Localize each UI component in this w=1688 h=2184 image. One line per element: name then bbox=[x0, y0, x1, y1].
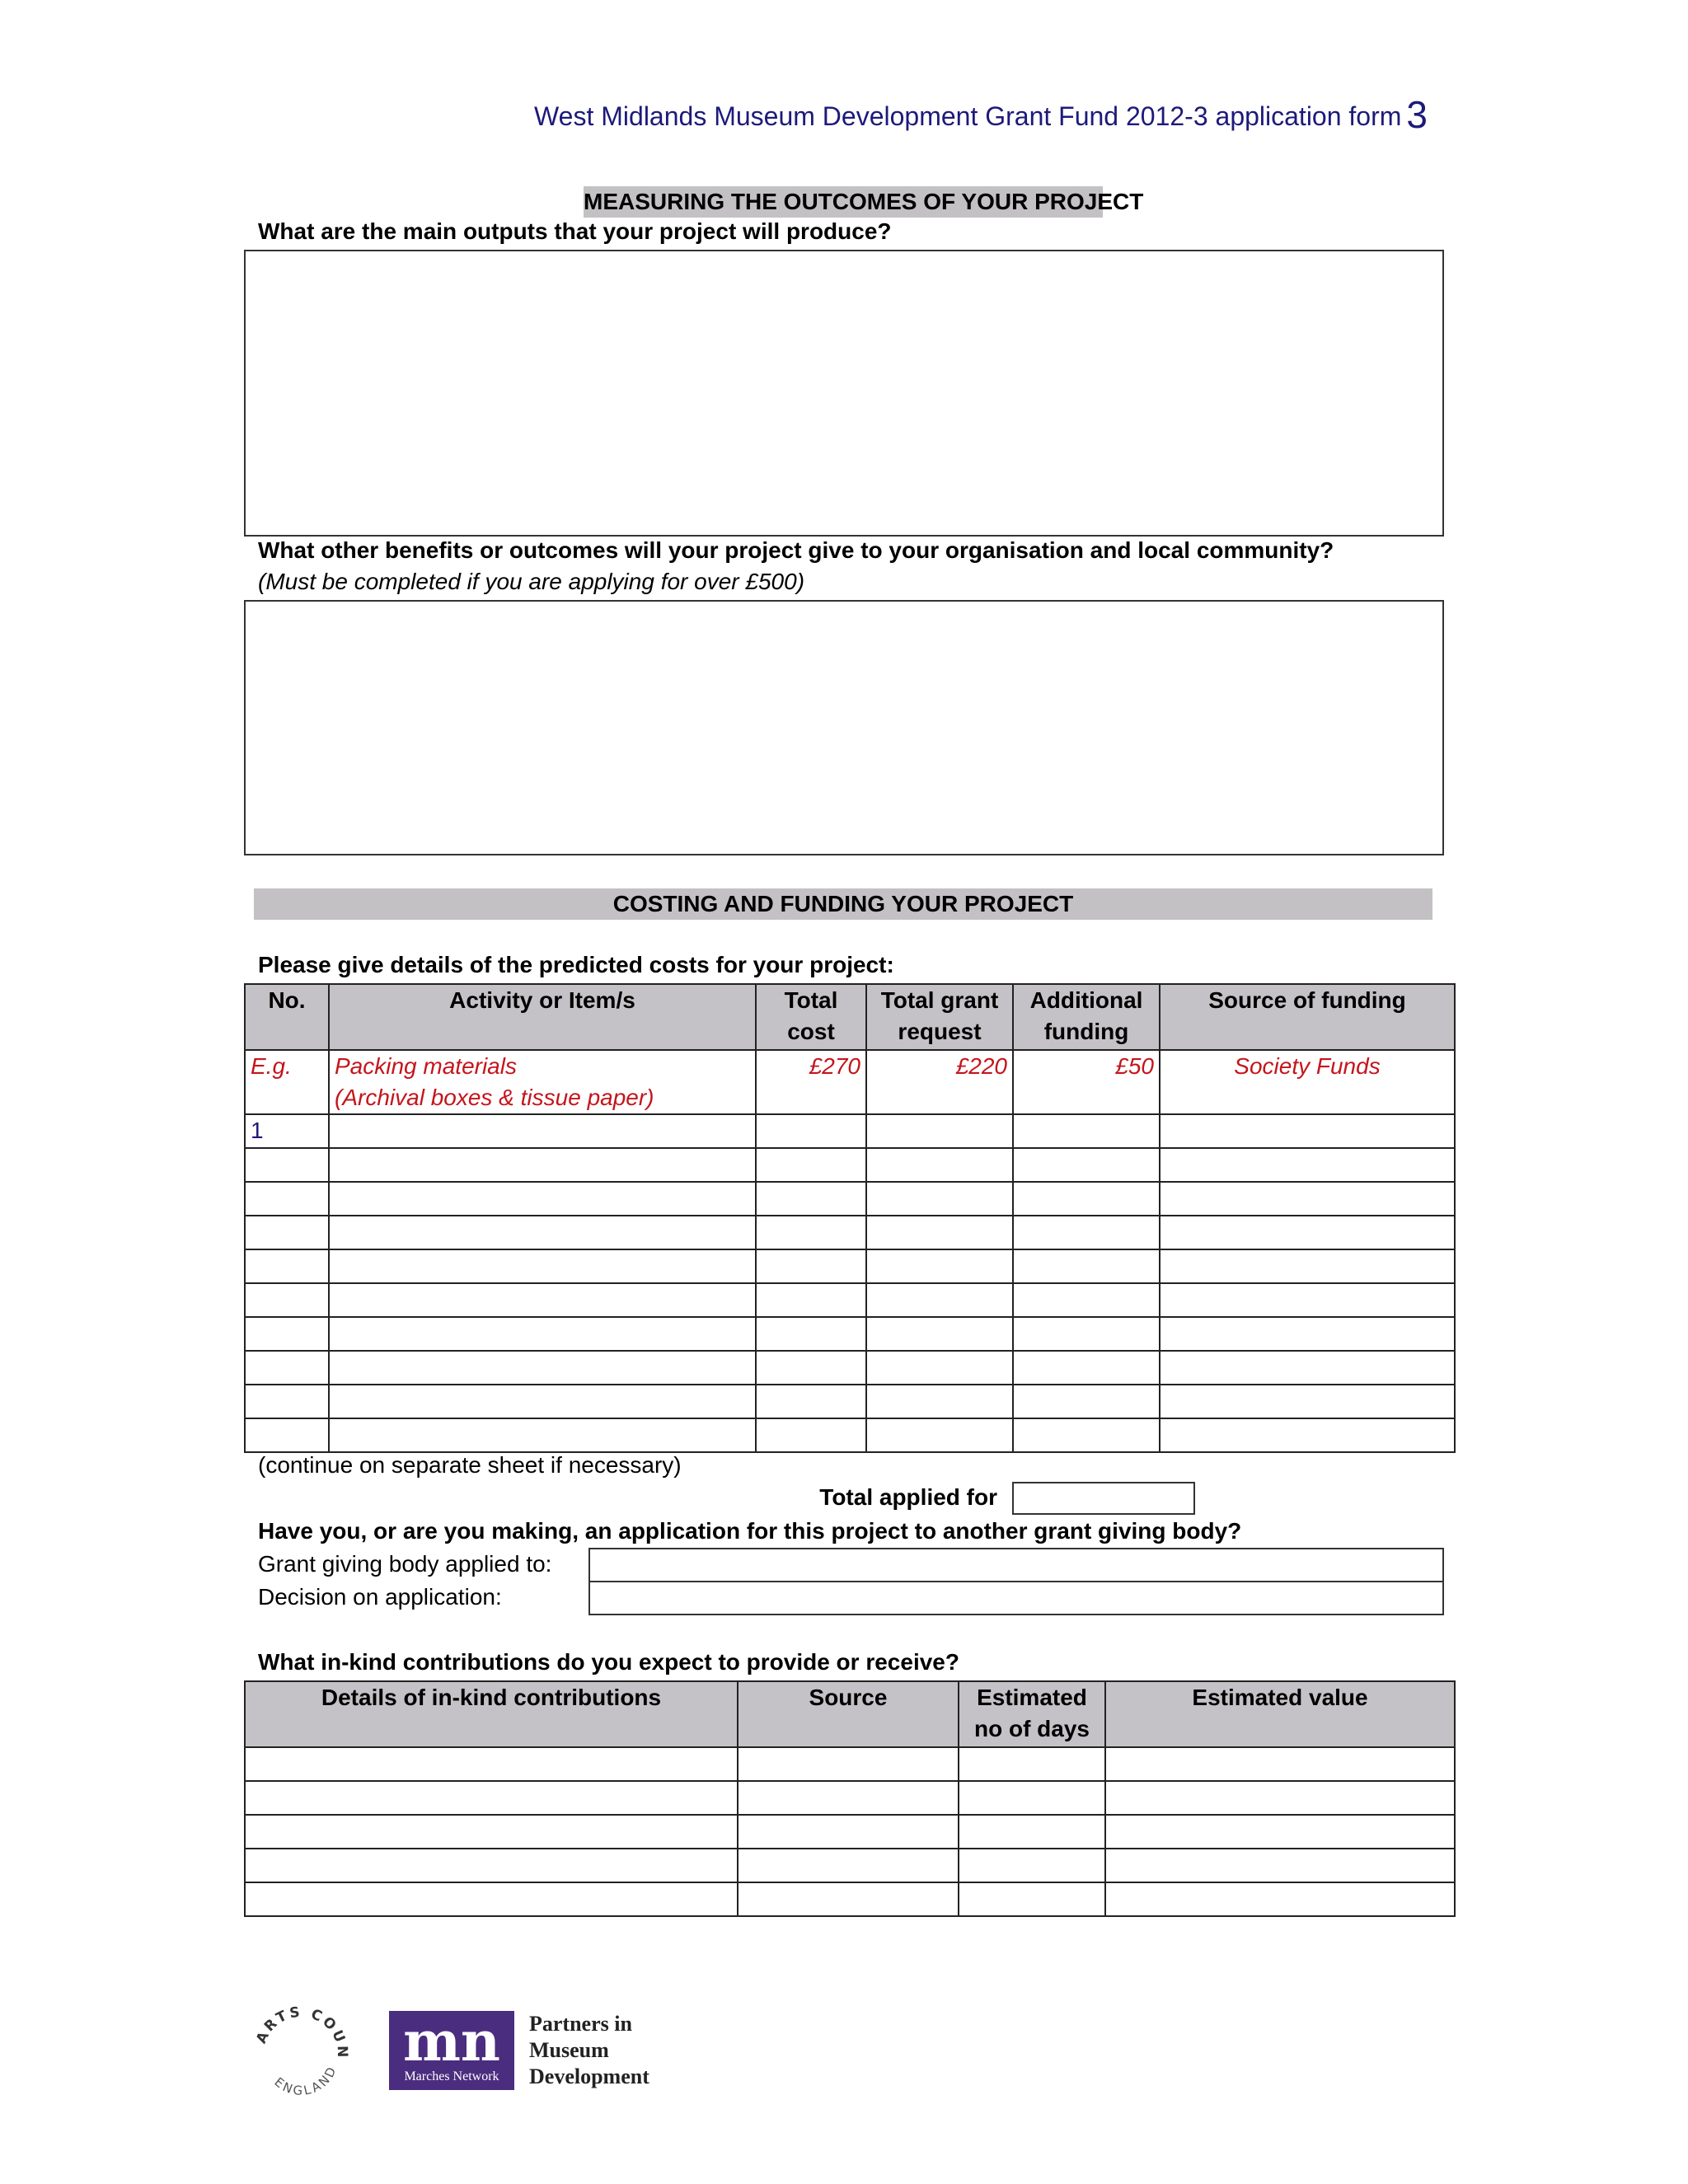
table-row bbox=[245, 1815, 1455, 1849]
example-activity-line2: (Archival boxes & tissue paper) bbox=[335, 1085, 654, 1110]
table-cell[interactable] bbox=[866, 1249, 1013, 1283]
continue-note: (continue on separate sheet if necessary) bbox=[258, 1452, 682, 1478]
table-cell[interactable] bbox=[329, 1249, 756, 1283]
col-header-source-of-funding: Source of funding bbox=[1160, 984, 1455, 1050]
question-benefits: What other benefits or outcomes will your project give to your organisation and local community? bbox=[258, 537, 1334, 563]
inkind-header-row bbox=[245, 1681, 1455, 1747]
table-cell[interactable] bbox=[738, 1849, 959, 1882]
costs-header-row bbox=[245, 984, 1455, 1050]
table-row bbox=[245, 1216, 1455, 1249]
table-cell[interactable] bbox=[1013, 1114, 1160, 1148]
table-cell[interactable] bbox=[1013, 1182, 1160, 1216]
table-cell[interactable] bbox=[866, 1114, 1013, 1148]
table-cell[interactable] bbox=[1160, 1249, 1455, 1283]
table-cell[interactable] bbox=[756, 1216, 866, 1249]
table-cell[interactable] bbox=[959, 1781, 1105, 1815]
table-cell[interactable] bbox=[245, 1317, 329, 1351]
table-row bbox=[245, 1283, 1455, 1317]
table-cell[interactable] bbox=[1013, 1249, 1160, 1283]
table-cell[interactable] bbox=[1013, 1148, 1160, 1182]
total-applied-label: Total applied for bbox=[819, 1484, 997, 1510]
table-cell[interactable] bbox=[245, 1216, 329, 1249]
table-cell[interactable] bbox=[1160, 1114, 1455, 1148]
table-cell[interactable] bbox=[1160, 1283, 1455, 1317]
table-cell[interactable] bbox=[245, 1882, 738, 1916]
col-header-additional-funding: Additional funding bbox=[1013, 984, 1160, 1050]
page-header bbox=[0, 92, 1428, 137]
table-cell[interactable] bbox=[329, 1385, 756, 1418]
table-cell[interactable] bbox=[738, 1747, 959, 1781]
table-cell[interactable] bbox=[1105, 1747, 1455, 1781]
table-cell[interactable] bbox=[756, 1114, 866, 1148]
table-cell[interactable] bbox=[1013, 1283, 1160, 1317]
question-other-grant: Have you, or are you making, an application for this project to another grant giving body? bbox=[258, 1518, 1242, 1544]
table-row bbox=[245, 1148, 1455, 1182]
table-cell[interactable] bbox=[1105, 1849, 1455, 1882]
inkind-table bbox=[244, 1680, 1456, 1917]
table-cell[interactable] bbox=[1160, 1351, 1455, 1385]
table-row bbox=[245, 1882, 1455, 1916]
col-header-activity: Activity or Item/s bbox=[329, 984, 756, 1050]
table-cell[interactable] bbox=[866, 1351, 1013, 1385]
table-cell[interactable] bbox=[245, 1385, 329, 1418]
table-cell[interactable] bbox=[245, 1351, 329, 1385]
table-cell[interactable] bbox=[329, 1148, 756, 1182]
table-cell[interactable] bbox=[756, 1351, 866, 1385]
svg-text:ENGLAND: ENGLAND bbox=[271, 2062, 340, 2099]
table-cell[interactable] bbox=[1160, 1182, 1455, 1216]
col-header-total-cost: Total cost bbox=[756, 984, 866, 1050]
table-cell[interactable] bbox=[866, 1182, 1013, 1216]
table-cell[interactable] bbox=[245, 1418, 329, 1452]
example-activity-line1: Packing materials bbox=[335, 1053, 517, 1079]
col-header-no: No. bbox=[245, 984, 329, 1050]
table-cell[interactable] bbox=[866, 1148, 1013, 1182]
table-cell[interactable] bbox=[1013, 1216, 1160, 1249]
table-cell[interactable] bbox=[866, 1216, 1013, 1249]
table-row bbox=[245, 1317, 1455, 1351]
costs-table bbox=[244, 983, 1456, 1453]
mn-subtitle: Marches Network bbox=[404, 2069, 499, 2083]
table-cell[interactable] bbox=[1105, 1815, 1455, 1849]
example-additional: £50 bbox=[1013, 1050, 1160, 1114]
example-total-cost: £270 bbox=[756, 1050, 866, 1114]
table-cell[interactable] bbox=[329, 1283, 756, 1317]
partners-line1: Partners in bbox=[529, 2012, 632, 2036]
row-number: 1 bbox=[245, 1114, 329, 1148]
table-cell[interactable] bbox=[1105, 1882, 1455, 1916]
table-cell[interactable] bbox=[866, 1385, 1013, 1418]
grant-body-label: Grant giving body applied to: bbox=[258, 1551, 552, 1577]
arts-council-logo bbox=[247, 1994, 354, 2102]
table-cell[interactable] bbox=[756, 1317, 866, 1351]
table-cell[interactable] bbox=[756, 1418, 866, 1452]
table-cell[interactable] bbox=[245, 1249, 329, 1283]
table-cell[interactable] bbox=[959, 1815, 1105, 1849]
table-cell[interactable] bbox=[245, 1747, 738, 1781]
table-cell[interactable] bbox=[245, 1148, 329, 1182]
table-cell[interactable] bbox=[756, 1148, 866, 1182]
table-cell[interactable] bbox=[245, 1849, 738, 1882]
table-cell[interactable] bbox=[1013, 1317, 1160, 1351]
marches-network-logo bbox=[389, 2011, 514, 2090]
total-applied-field[interactable] bbox=[1012, 1482, 1195, 1515]
table-cell[interactable] bbox=[1160, 1216, 1455, 1249]
mn-letters: mn bbox=[403, 2009, 500, 2074]
table-cell[interactable] bbox=[738, 1882, 959, 1916]
table-cell[interactable] bbox=[245, 1781, 738, 1815]
partners-line2: Museum bbox=[529, 2038, 609, 2062]
decision-label: Decision on application: bbox=[258, 1584, 502, 1610]
table-cell[interactable] bbox=[329, 1182, 756, 1216]
table-cell[interactable] bbox=[1160, 1418, 1455, 1452]
table-cell[interactable] bbox=[329, 1317, 756, 1351]
table-row bbox=[245, 1351, 1455, 1385]
table-cell[interactable] bbox=[329, 1216, 756, 1249]
col-header-source: Source bbox=[738, 1681, 959, 1747]
table-cell[interactable] bbox=[329, 1418, 756, 1452]
table-cell[interactable] bbox=[866, 1283, 1013, 1317]
table-row bbox=[245, 1849, 1455, 1882]
example-grant-request: £220 bbox=[866, 1050, 1013, 1114]
table-cell[interactable] bbox=[756, 1249, 866, 1283]
col-header-value: Estimated value bbox=[1105, 1681, 1455, 1747]
benefits-answer-box[interactable] bbox=[244, 600, 1444, 855]
table-cell[interactable] bbox=[866, 1418, 1013, 1452]
example-activity bbox=[329, 1050, 756, 1114]
table-row bbox=[245, 1747, 1455, 1781]
section-title-outcomes: MEASURING THE OUTCOMES OF YOUR PROJECT bbox=[584, 186, 1103, 218]
table-cell[interactable] bbox=[1160, 1317, 1455, 1351]
decision-field[interactable] bbox=[588, 1581, 1444, 1615]
col-header-days: Estimated no of days bbox=[959, 1681, 1105, 1747]
question-outputs: What are the main outputs that your project will produce? bbox=[258, 218, 892, 244]
svg-text:ARTS COUNCIL: ARTS COUN bbox=[253, 2004, 351, 2060]
table-row bbox=[245, 1385, 1455, 1418]
grant-body-field[interactable] bbox=[588, 1548, 1444, 1582]
question-costs: Please give details of the predicted costs for your project: bbox=[258, 952, 894, 977]
arts-council-logo-graphic bbox=[247, 1994, 354, 2102]
benefits-note: (Must be completed if you are applying for over £500) bbox=[258, 569, 805, 594]
table-cell[interactable] bbox=[245, 1182, 329, 1216]
table-cell[interactable] bbox=[245, 1283, 329, 1317]
table-cell[interactable] bbox=[959, 1747, 1105, 1781]
col-header-grant-request: Total grant request bbox=[866, 984, 1013, 1050]
table-cell[interactable] bbox=[329, 1351, 756, 1385]
table-cell[interactable] bbox=[329, 1114, 756, 1148]
table-cell[interactable] bbox=[245, 1815, 738, 1849]
page-number: 3 bbox=[1406, 93, 1428, 136]
table-cell[interactable] bbox=[1160, 1385, 1455, 1418]
form-title: West Midlands Museum Development Grant Fund 2012-3 application form bbox=[534, 101, 1402, 131]
partners-line3: Development bbox=[529, 2064, 649, 2088]
partners-text bbox=[529, 2011, 649, 2090]
table-row bbox=[245, 1418, 1455, 1452]
col-header-details: Details of in-kind contributions bbox=[245, 1681, 738, 1747]
outputs-answer-box[interactable] bbox=[244, 250, 1444, 537]
table-cell[interactable] bbox=[738, 1815, 959, 1849]
table-row bbox=[245, 1114, 1455, 1148]
section-title-costing: COSTING AND FUNDING YOUR PROJECT bbox=[254, 888, 1432, 920]
costs-example-row bbox=[245, 1050, 1455, 1114]
table-cell[interactable] bbox=[1013, 1351, 1160, 1385]
table-cell[interactable] bbox=[959, 1849, 1105, 1882]
table-cell[interactable] bbox=[1105, 1781, 1455, 1815]
table-cell[interactable] bbox=[756, 1182, 866, 1216]
table-cell[interactable] bbox=[866, 1317, 1013, 1351]
example-source: Society Funds bbox=[1160, 1050, 1455, 1114]
table-cell[interactable] bbox=[1013, 1385, 1160, 1418]
example-no: E.g. bbox=[245, 1050, 329, 1114]
question-inkind: What in-kind contributions do you expect to provide or receive? bbox=[258, 1649, 959, 1675]
table-row bbox=[245, 1249, 1455, 1283]
table-row bbox=[245, 1781, 1455, 1815]
table-cell[interactable] bbox=[1160, 1148, 1455, 1182]
table-cell[interactable] bbox=[756, 1283, 866, 1317]
table-cell[interactable] bbox=[738, 1781, 959, 1815]
table-row bbox=[245, 1182, 1455, 1216]
table-cell[interactable] bbox=[1013, 1418, 1160, 1452]
table-cell[interactable] bbox=[756, 1385, 866, 1418]
table-cell[interactable] bbox=[959, 1882, 1105, 1916]
